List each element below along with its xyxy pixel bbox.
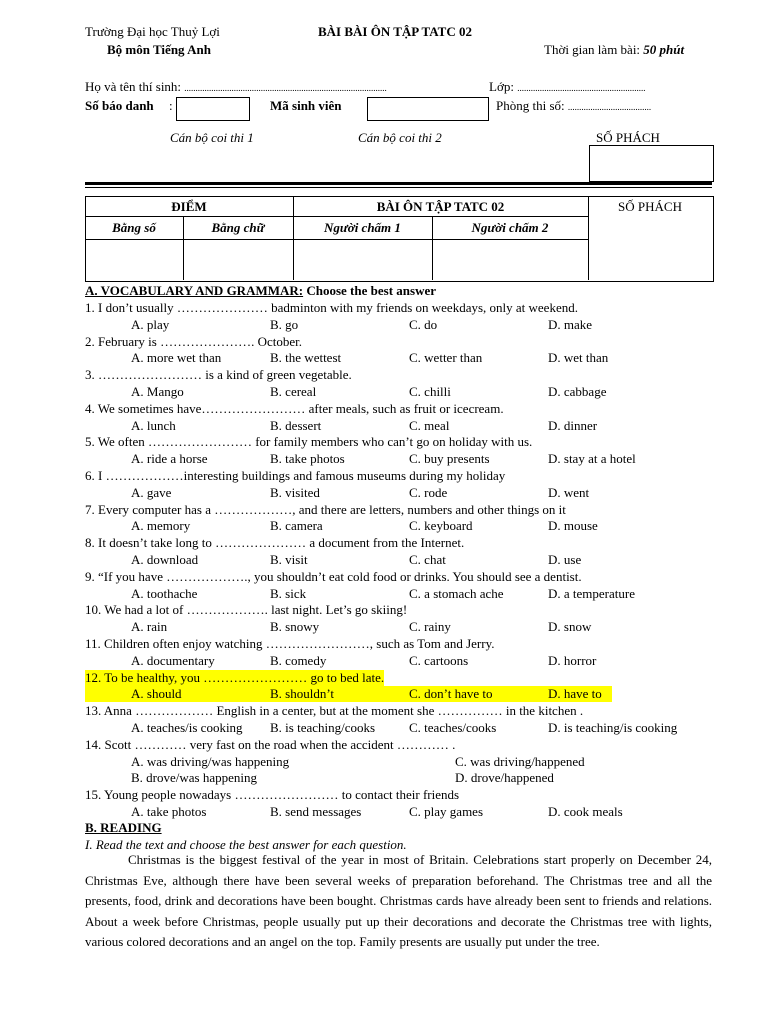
question-6-option[interactable]: B. visited [270,484,320,500]
question-12-option[interactable]: A. should [131,686,182,702]
question-8-option[interactable]: B. visit [270,552,308,567]
question-13-option[interactable]: A. teaches/is cooking [131,720,243,735]
question-4-option[interactable]: B. dessert [270,417,322,433]
question-4-option[interactable]: A. lunch [131,417,176,433]
question-1-option[interactable]: B. go [270,316,299,332]
question-4-option[interactable]: C. meal [409,417,450,433]
diem-header: ĐIỂM [171,199,207,214]
question-2-option[interactable]: B. the wettest [270,350,342,366]
question-13: 13. Anna ……………… English in a center, but at the moment she …………… in the kitchen . [85,703,584,719]
question-10-option[interactable]: C. rainy [409,619,451,635]
room-label: Phòng thi số: [496,98,568,113]
nguoi-cham-2-header: Người chấm 2 [471,220,549,235]
question-15-option[interactable]: C. play games [409,804,484,819]
name-label: Họ và tên thí sinh: [85,79,185,94]
question-14-option[interactable]: D. drove/happened [455,770,554,786]
question-3-option[interactable]: A. Mango [131,384,184,399]
msv-label: Mã sinh viên [270,98,342,113]
question-12-option[interactable]: B. shouldn’t [270,686,335,702]
question-2-option[interactable]: D. wet than [548,350,609,366]
question-14-option[interactable]: A. was driving/was happening [131,753,290,769]
question-6-option[interactable]: C. rode [409,484,448,500]
question-8-option[interactable]: D. use [548,552,582,567]
question-9-option[interactable]: B. sick [270,585,307,601]
reading-passage: Christmas is the biggest festival of the year in most of Britain. Celebrations start properly on December 24, Christmas Eve, although there have been several weeks of preparation beforehand. The Christmas tree and all the presents, food, drink and decorations have been bought. Christmas cards have already been sent to friends and relations. About a week before Christmas, people usually put up their decorations and decorate the Christmas tree with lights, various colored decorations and an angel on the top. Family presents are usually put under the tree. [85,852,712,949]
sbd-box[interactable] [176,97,250,121]
bang-so-header: Bằng số [112,220,156,235]
question-7-option[interactable]: B. camera [270,518,323,534]
question-10-option[interactable]: A. rain [131,619,168,635]
candidate-name-line [85,79,387,95]
room-line [496,98,651,114]
section-a-heading [85,283,436,299]
question-5: 5. We often …………………… for family members who can’t go on holiday with us. [85,434,533,450]
name-dots: .......................................................................................... [184,83,387,93]
question-10: 10. We had a lot of ………………. last night. Let’s go skiing! [85,602,408,618]
time-label: Thời gian làm bài: [544,42,644,57]
section-b-instruction: I. Read the text and choose the best answer for each question. [85,837,407,852]
question-6-option[interactable]: A. gave [131,484,172,500]
question-13-option[interactable]: C. teaches/cooks [409,720,497,735]
question-10-option[interactable]: B. snowy [270,619,320,635]
question-2-option[interactable]: C. wetter than [409,350,483,366]
question-7-option[interactable]: C. keyboard [409,518,473,534]
question-14-option[interactable]: C. was driving/happened [455,753,585,769]
question-2-option[interactable]: A. more wet than [131,350,222,366]
question-14: 14. Scott ………… very fast on the road when the accident ………… . [85,736,456,752]
question-8-option[interactable]: C. chat [409,552,446,567]
question-7-option[interactable]: A. memory [131,518,191,534]
question-3: 3. …………………… is a kind of green vegetable. [85,367,352,383]
school-name: Trường Đại học Thuỷ Lợi [85,24,220,39]
question-4: 4. We sometimes have…………………… after meals, such as fruit or icecream. [85,400,504,416]
question-13-option[interactable]: B. is teaching/cooks [270,720,376,735]
time-value: 50 phút [643,42,685,57]
separator-thin [85,187,712,188]
question-11: 11. Children often enjoy watching ……………………, such as Tom and Jerry. [85,636,495,651]
so-phach-top-label: SỐ PHÁCH [596,130,660,145]
question-11-option[interactable]: C. cartoons [409,652,469,668]
proctor-2-label: Cán bộ coi thi 2 [358,130,442,145]
so-phach-cell-label: SỐ PHÁCH [618,199,682,214]
question-7: 7. Every computer has a ………………, and there are letters, numbers and other things on it [85,501,566,517]
section-b-heading: B. READING [85,820,162,835]
exam-title: BÀI BÀI ÔN TẬP TATC 02 [318,24,472,39]
question-15-option[interactable]: D. cook meals [548,804,623,819]
question-9-option[interactable]: D. a temperature [548,585,635,601]
question-12: 12. To be healthy, you …………………… go to bed late. [85,669,385,685]
room-dots: ..................................... [567,102,652,112]
question-11-option[interactable]: D. horror [548,652,597,668]
question-1-option[interactable]: D. make [548,316,593,332]
question-2: 2. February is …………………. October. [85,333,303,349]
question-5-option[interactable]: C. buy presents [409,451,490,467]
question-12-option[interactable]: C. don’t have to [409,686,493,702]
question-5-option[interactable]: A. ride a horse [131,451,208,467]
score-table-title: BÀI ÔN TẬP TATC 02 [376,199,505,214]
question-8-option[interactable]: A. download [131,552,199,567]
section-a-title: A. VOCABULARY AND GRAMMAR: [85,283,304,298]
question-1-option[interactable]: C. do [409,316,438,332]
question-15-option[interactable]: B. send messages [270,804,362,819]
question-6: 6. I ………………interesting buildings and famous museums during my holiday [85,468,506,483]
question-8: 8. It doesn’t take long to ………………… a document from the Internet. [85,535,465,551]
question-3-option[interactable]: B. cereal [270,384,317,399]
so-phach-top-box[interactable] [589,145,714,182]
question-9-option[interactable]: A. toothache [131,585,198,601]
nguoi-cham-1-header: Người chấm 1 [324,220,401,235]
exam-time [544,42,684,58]
question-5-option[interactable]: D. stay at a hotel [548,451,636,467]
class-label: Lớp: [489,79,518,94]
question-3-option[interactable]: C. chilli [409,384,451,399]
bang-chu-header: Bằng chữ [211,220,265,235]
department-name: Bộ môn Tiếng Anh [107,42,211,57]
class-line [489,79,645,95]
section-a-instruction: Choose the best answer [303,283,436,298]
question-7-option[interactable]: D. mouse [548,518,598,534]
msv-box[interactable] [367,97,489,121]
question-5-option[interactable]: B. take photos [270,451,345,467]
question-15-option[interactable]: A. take photos [131,804,207,819]
question-14-option[interactable]: B. drove/was happening [131,770,258,786]
question-11-option[interactable]: B. comedy [270,652,327,668]
separator-thick [85,182,712,185]
proctor-1-label: Cán bộ coi thi 1 [170,130,254,145]
question-11-option[interactable]: A. documentary [131,652,215,668]
question-4-option[interactable]: D. dinner [548,417,598,433]
question-13-option[interactable]: D. is teaching/is cooking [548,720,678,735]
question-15: 15. Young people nowadays …………………… to contact their friends [85,787,460,803]
question-1-option[interactable]: A. play [131,316,170,332]
question-10-option[interactable]: D. snow [548,619,592,635]
question-9: 9. “If you have ………………., you shouldn’t eat cold food or drinks. You should see a dentist. [85,568,582,584]
question-3-option[interactable]: D. cabbage [548,384,607,399]
question-9-option[interactable]: C. a stomach ache [409,585,504,601]
question-6-option[interactable]: D. went [548,484,590,500]
class-dots: ......................................................... [517,83,646,93]
question-12-option[interactable]: D. have to [548,686,602,702]
question-1: 1. I don’t usually ………………… badminton with my friends on weekdays, only at weekend. [85,300,578,315]
sbd-label: Số báo danh [85,98,154,113]
